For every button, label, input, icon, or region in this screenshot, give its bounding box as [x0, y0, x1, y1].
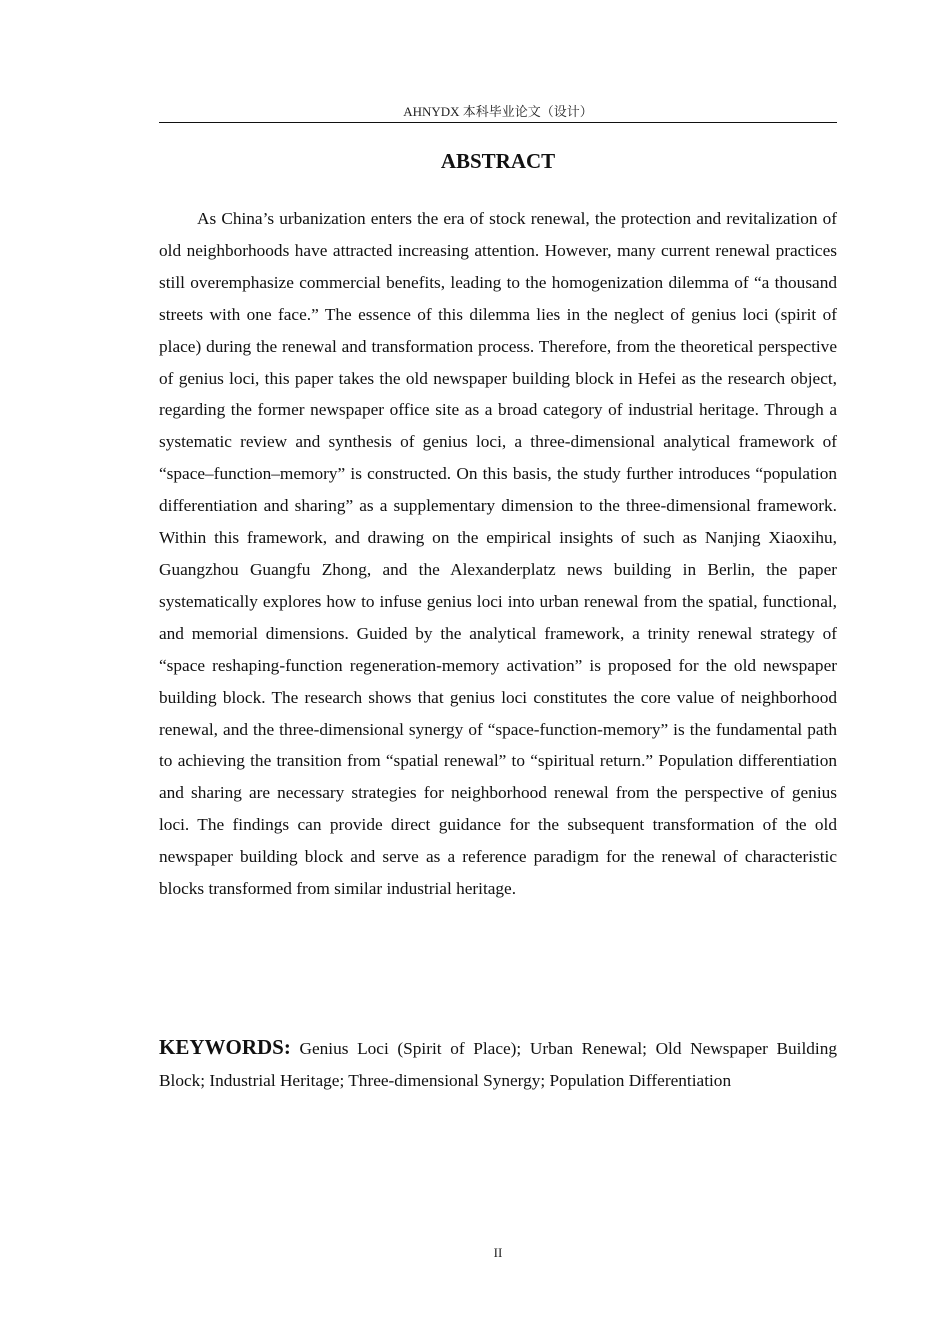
abstract-title: ABSTRACT: [440, 149, 556, 173]
header-divider: [159, 122, 837, 123]
keywords-label: KEYWORDS:: [159, 1035, 291, 1059]
keywords-paragraph: [159, 1032, 837, 1097]
running-header: AHNYDX 本科毕业论文（设计）: [403, 104, 593, 119]
page-number: II: [493, 1245, 503, 1260]
abstract-paragraph: As China’s urbanization enters the era of stock renewal, the protection and revitalization of old neighborhoods have attracted increasing attention. However, many current renewal practices still overemphasize commercial benefits, leading to the homogenization dilemma of “a thousand streets with one face.” The essence of this dilemma lies in the neglect of genius loci (spirit of place) during the renewal and transformation process. Therefore, from the theoretical perspective of genius loci, this paper takes the old newspaper building block in Hefei as the research object, regarding the former newspaper office site as a broad category of industrial heritage. Through a systematic review and synthesis of genius loci, a three-dimensional analytical framework of “space–function–memory” is constructed. On this basis, the study further introduces “population differentiation and sharing” as a supplementary dimension to the three-dimensional framework. Within this framework, and drawing on the empirical insights of such as Nanjing Xiaoxihu, Guangzhou Guangfu Zhong, and the Alexanderplatz news building in Berlin, the paper systematically explores how to infuse genius loci into urban renewal from the spatial, functional, and memorial dimensions. Guided by the analytical framework, a trinity renewal strategy of “space reshaping-function regeneration-memory activation” is proposed for the old newspaper building block. The research shows that genius loci constitutes the core value of neighborhood renewal, and the three-dimensional synergy of “space-function-memory” is the fundamental path to achieving the transition from “spatial renewal” to “spiritual return.” Population differentiation and sharing are necessary strategies for neighborhood renewal from the perspective of genius loci. The findings can provide direct guidance for the subsequent transformation of the old newspaper building block and serve as a reference paradigm for the renewal of characteristic blocks transformed from similar industrial heritage.: [159, 209, 837, 899]
keywords-text: Genius Loci (Spirit of Place); Urban Renewal; Old Newspaper Building Block; Industrial Heritage; Three-dimensional Synergy; Population Differentiation: [159, 1039, 837, 1090]
